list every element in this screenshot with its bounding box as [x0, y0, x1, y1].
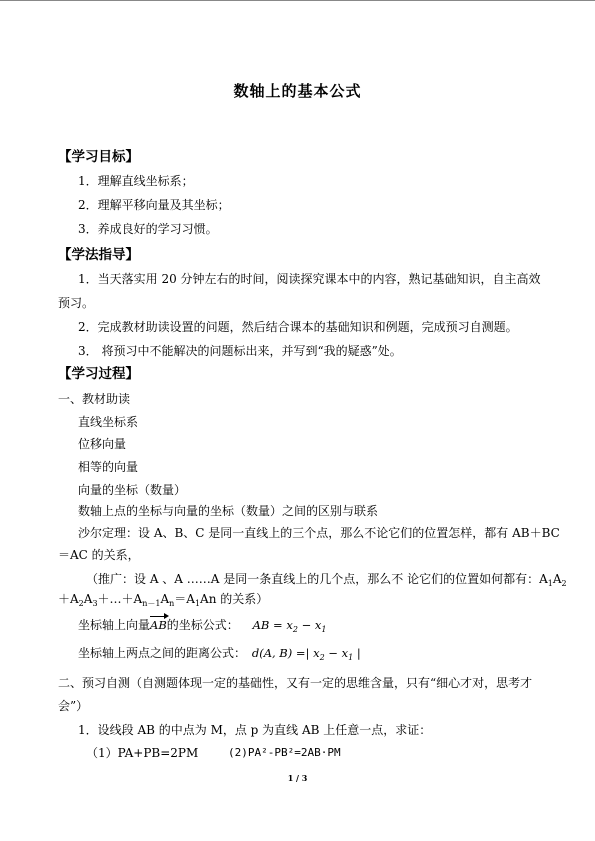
formula-part: | [353, 646, 361, 660]
concept-item-4: 向量的坐标（数量） [78, 483, 187, 497]
generalization-text: （推广：设 A 、A ……A 是同一条直线上的几个点，那么不 论它们的位置如何都有：A [86, 572, 548, 586]
chasles-theorem-line2: ＝AC 的关系， [58, 548, 140, 562]
subscript: 1 [321, 625, 327, 634]
subscript: 2 [292, 625, 298, 634]
chasles-theorem-line1: 沙尔定理：设 A、B、C 是同一直线上的三个点，那么不论它们的位置怎样，都有 AB＋BC [78, 526, 560, 540]
concept-item-3: 相等的向量 [78, 460, 139, 474]
subscript: 2 [319, 653, 325, 662]
gen-text: ＝A [174, 592, 195, 606]
goal-item-1: 1．理解直线坐标系； [78, 174, 194, 188]
generalization-line2 [58, 591, 268, 612]
top-border-line [0, 0, 595, 1]
page-title: 数轴上的基本公式 [233, 82, 362, 100]
concept-item-2: 位移向量 [78, 437, 127, 451]
subscript: 2 [78, 599, 84, 608]
question-1: 1．设线段 AB 的中点为 M，点 p 为直线 AB 上任意一点，求证： [78, 723, 432, 737]
subscript: 3 [92, 599, 98, 608]
method-item-1-line1: 1．当天落实用 20 分钟左右的时间，阅读探究课本中的内容，熟记基础知识，自主高效 [78, 272, 541, 286]
gen-text: ＋A [58, 592, 79, 606]
subscript: n [169, 599, 175, 608]
vector-coordinate-formula [253, 618, 327, 632]
page-number: 1 / 3 [287, 773, 308, 783]
section-heading-goals: 【学习目标】 [58, 149, 139, 165]
generalization-letter: A [552, 572, 562, 586]
subscript: n－1 [142, 599, 161, 608]
method-item-2: 2．完成教材助读设置的问题，然后结合课本的基础知识和例题，完成预习自测题。 [78, 320, 518, 334]
question-1-part-a: （1）PA+PB=2PM [86, 746, 199, 760]
goal-item-3: 3．养成良好的学习习惯。 [78, 222, 218, 236]
concept-item-1: 直线坐标系 [78, 415, 139, 429]
formula-part: = x [269, 618, 293, 632]
gen-text: A [83, 592, 93, 606]
subscript: 1 [547, 579, 553, 588]
vector-ab-symbol: AB [150, 618, 167, 632]
part2-title-line2: 会”） [58, 699, 89, 713]
section-heading-method: 【学法指导】 [58, 247, 139, 263]
concept-item-5: 数轴上点的坐标与向量的坐标（数量）之间的区别与联系 [78, 504, 379, 518]
formula-part: − x [297, 618, 322, 632]
generalization-line1 [86, 571, 567, 592]
subscript: 1 [348, 653, 354, 662]
vector-coord-label-pre: 坐标轴上向量 [78, 618, 151, 632]
formula-part: − x [324, 646, 349, 660]
gen-text: An 的关系） [200, 592, 269, 606]
vector-coordinate-formula-row [78, 617, 326, 638]
method-item-1-line2: 预习。 [58, 296, 95, 310]
distance-formula [252, 646, 361, 660]
subscript: 1 [194, 599, 201, 608]
distance-formula-row [78, 645, 361, 666]
part1-title: 一、教材助读 [58, 392, 131, 406]
gen-text: A [160, 592, 170, 606]
distance-label: 坐标轴上两点之间的距离公式： [78, 646, 247, 660]
vector-coord-label-post: 的坐标公式： [166, 618, 239, 632]
goal-item-2: 2．理解平移向量及其坐标； [78, 198, 230, 212]
gen-text: ＋…＋A [97, 592, 143, 606]
formula-part: d(A, B) =| x [251, 646, 320, 660]
section-heading-process: 【学习过程】 [58, 366, 139, 382]
subscript: 2 [561, 579, 567, 588]
method-item-3: 3． 将预习中不能解决的问题标出来，并写到“我的疑惑”处。 [78, 344, 402, 358]
part2-title-line1: 二、预习自测（自测题体现一定的基础性，又有一定的思维含量，只有“细心才对，思考才 [58, 676, 533, 690]
question-1-part-b: (2)PA²-PB²=2AB·PM [228, 746, 341, 759]
formula-lhs: AB [252, 618, 270, 632]
